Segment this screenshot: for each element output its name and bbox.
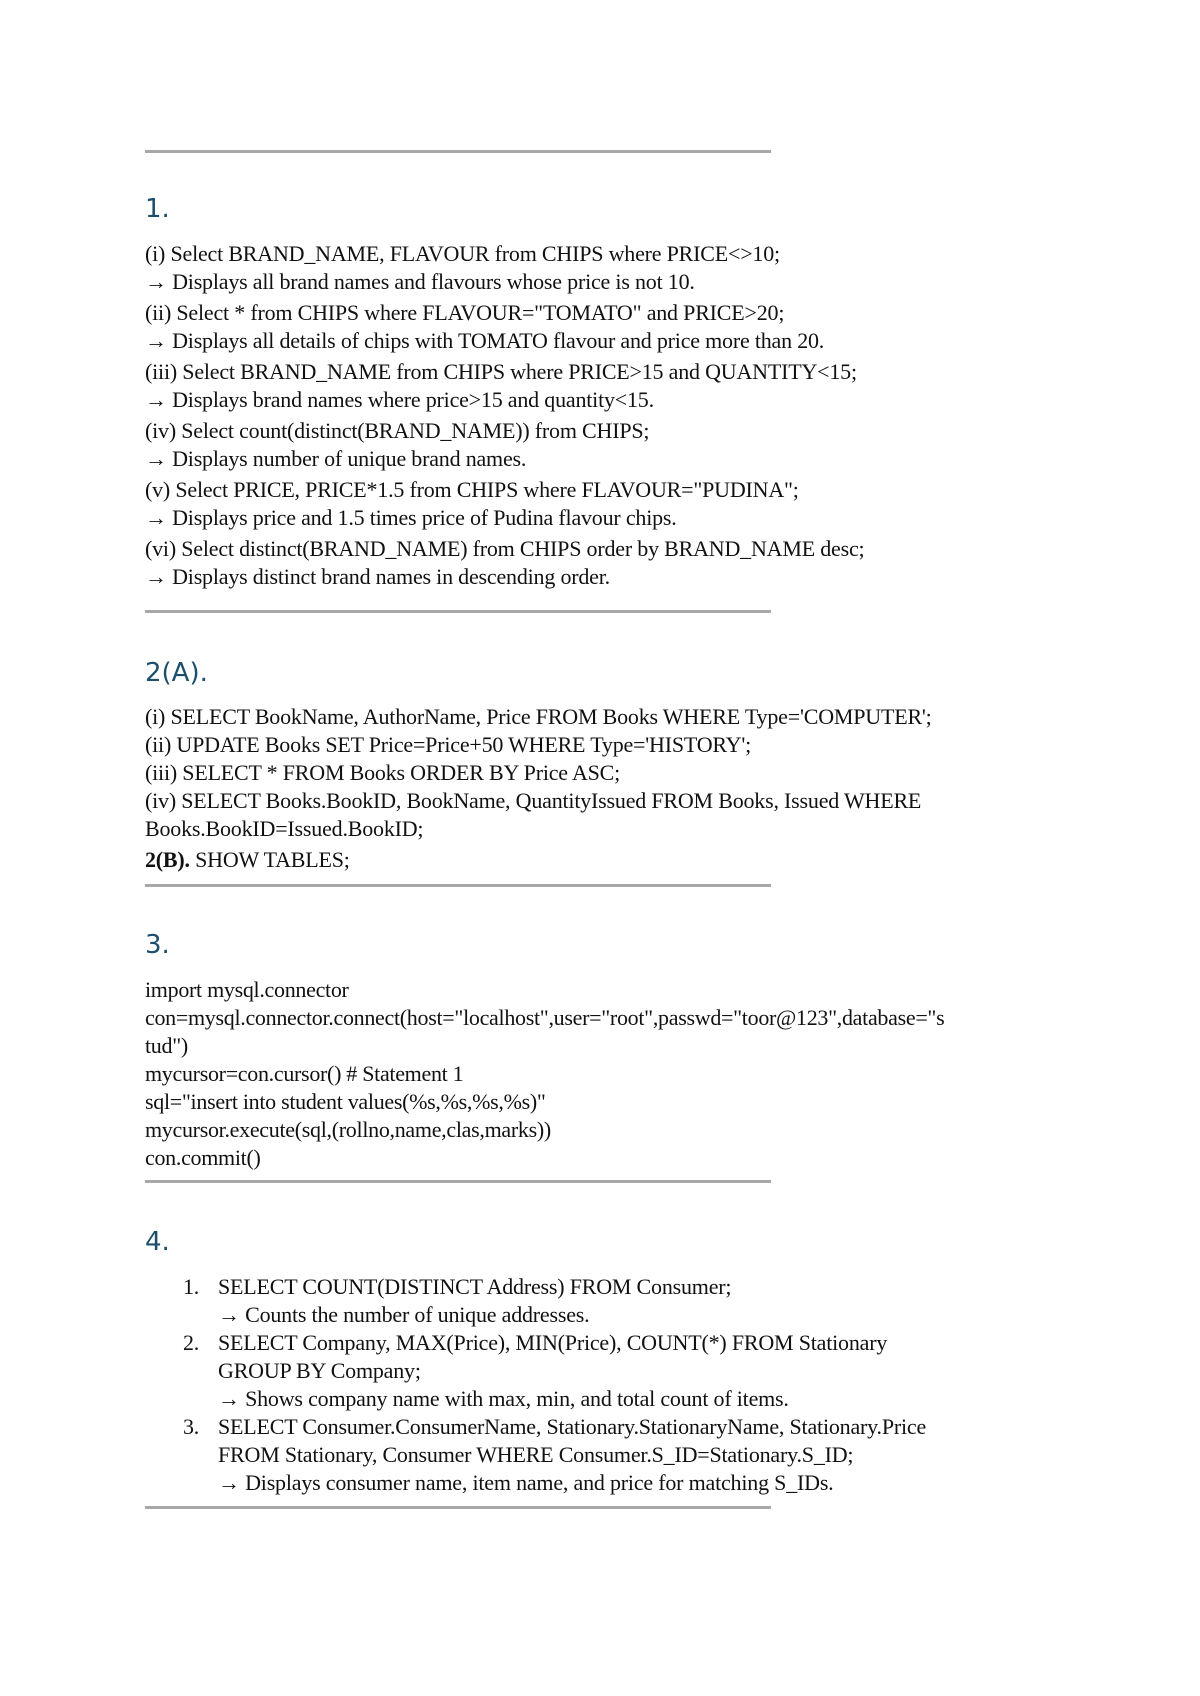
query-explanation: → Displays brand names where price>15 and quantity<15.: [145, 387, 654, 412]
query-text: (iv) Select count(distinct(BRAND_NAME)) from CHIPS;: [145, 418, 650, 443]
code-line: mycursor=con.cursor() # Statement 1: [145, 1061, 464, 1086]
section-heading: 2(A).: [145, 658, 208, 688]
list-number: 1.: [183, 1274, 200, 1299]
section-heading: 3.: [145, 930, 170, 960]
query-explanation: → Displays price and 1.5 times price of Pudina flavour chips.: [145, 505, 677, 530]
sql-line: (i) SELECT BookName, AuthorName, Price FROM Books WHERE Type='COMPUTER';: [145, 704, 932, 729]
code-line: con=mysql.connector.connect(host="localhost",user="root",passwd="toor@123",database="s: [145, 1005, 945, 1030]
query-explanation: → Displays distinct brand names in descending order.: [145, 564, 610, 589]
sql-line: (iv) SELECT Books.BookID, BookName, QuantityIssued FROM Books, Issued WHERE: [145, 788, 922, 813]
list-line: SELECT Consumer.ConsumerName, Stationary.StationaryName, Stationary.Price: [218, 1414, 927, 1439]
query-item: [145, 417, 864, 473]
query-text: (v) Select PRICE, PRICE*1.5 from CHIPS where FLAVOUR="PUDINA";: [145, 477, 799, 502]
section-heading: 4.: [145, 1227, 170, 1257]
section-2: [145, 660, 208, 686]
section-4: [145, 1229, 170, 1255]
section-1-body: [145, 240, 864, 591]
list-item: [145, 1413, 1085, 1497]
divider: [145, 150, 771, 153]
code-line: tud"): [145, 1033, 188, 1058]
divider: [145, 1506, 771, 1509]
code-line: con.commit(): [145, 1145, 261, 1170]
section-heading: 1.: [145, 194, 170, 224]
query-item: [145, 299, 864, 355]
query-item: [145, 240, 864, 296]
query-text: (i) Select BRAND_NAME, FLAVOUR from CHIPS where PRICE<>10;: [145, 241, 780, 266]
query-explanation: → Displays all brand names and flavours whose price is not 10.: [145, 269, 695, 294]
sql-line: Books.BookID=Issued.BookID;: [145, 816, 424, 841]
list-line: → Counts the number of unique addresses.: [218, 1302, 590, 1327]
list-line: → Displays consumer name, item name, and price for matching S_IDs.: [218, 1470, 834, 1495]
list-item: [145, 1273, 1085, 1329]
divider: [145, 1180, 771, 1183]
divider: [145, 884, 771, 887]
section-3: [145, 932, 170, 958]
query-item: [145, 476, 864, 532]
code-line: import mysql.connector: [145, 977, 349, 1002]
sql-line: (ii) UPDATE Books SET Price=Price+50 WHERE Type='HISTORY';: [145, 732, 752, 757]
list-line: SELECT COUNT(DISTINCT Address) FROM Consumer;: [218, 1274, 732, 1299]
list-line: FROM Stationary, Consumer WHERE Consumer.S_ID=Stationary.S_ID;: [218, 1442, 854, 1467]
list-line: GROUP BY Company;: [218, 1358, 421, 1383]
divider: [145, 610, 771, 613]
query-item: [145, 535, 864, 591]
query-item: [145, 358, 864, 414]
query-explanation: → Displays all details of chips with TOMATO flavour and price more than 20.: [145, 328, 825, 353]
numbered-list: [145, 1273, 1085, 1497]
section-2-body: [145, 703, 932, 874]
query-text: (vi) Select distinct(BRAND_NAME) from CHIPS order by BRAND_NAME desc;: [145, 536, 865, 561]
part-b-text: SHOW TABLES;: [189, 847, 350, 872]
list-number: 2.: [183, 1330, 200, 1355]
list-line: → Shows company name with max, min, and total count of items.: [218, 1386, 789, 1411]
part-b-line: [145, 846, 932, 874]
code-line: mycursor.execute(sql,(rollno,name,clas,marks)): [145, 1117, 551, 1142]
list-number: 3.: [183, 1414, 200, 1439]
code-line: sql="insert into student values(%s,%s,%s,%s)": [145, 1089, 546, 1114]
sql-line: (iii) SELECT * FROM Books ORDER BY Price ASC;: [145, 760, 621, 785]
code-block: [145, 976, 944, 1172]
query-text: (iii) Select BRAND_NAME from CHIPS where PRICE>15 and QUANTITY<15;: [145, 359, 857, 384]
part-b-label: 2(B).: [145, 847, 190, 872]
list-item: [145, 1329, 1085, 1413]
list-line: SELECT Company, MAX(Price), MIN(Price), COUNT(*) FROM Stationary: [218, 1330, 888, 1355]
query-explanation: → Displays number of unique brand names.: [145, 446, 527, 471]
section-1: [145, 196, 170, 222]
query-text: (ii) Select * from CHIPS where FLAVOUR="TOMATO" and PRICE>20;: [145, 300, 785, 325]
